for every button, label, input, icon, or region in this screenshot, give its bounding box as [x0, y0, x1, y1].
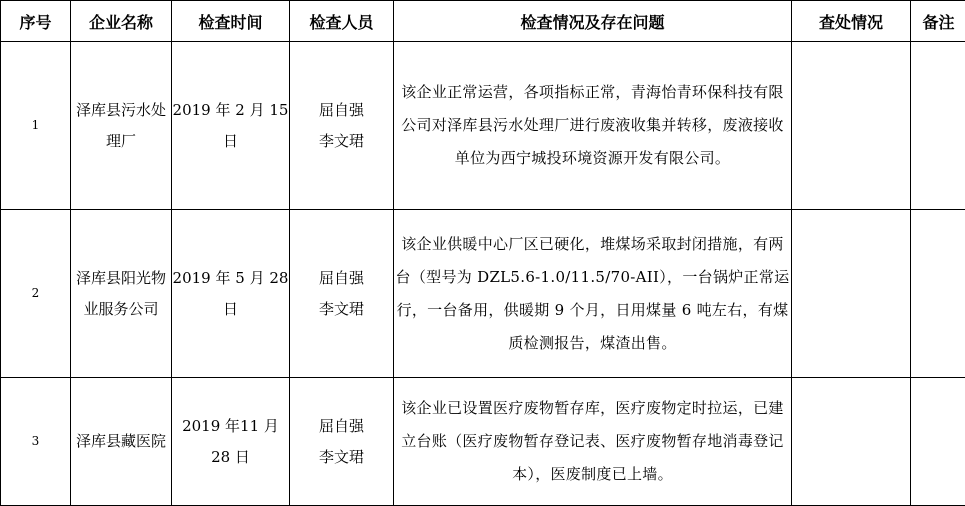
handling-cell	[792, 378, 911, 506]
inspector-name: 李文珺	[290, 442, 393, 473]
row-index: 2	[1, 210, 71, 378]
header-date: 检查时间	[172, 1, 290, 42]
handling-cell	[792, 210, 911, 378]
company-name: 泽库县藏医院	[71, 378, 172, 506]
header-findings: 检查情况及存在问题	[394, 1, 792, 42]
company-name: 泽库县阳光物业服务公司	[71, 210, 172, 378]
findings-text: 该企业已设置医疗废物暂存库，医疗废物定时拉运，已建立台账（医疗废物暂存登记表、医疗废物暂存地消毒登记本），医废制度已上墙。	[394, 378, 792, 506]
findings-text: 该企业供暖中心厂区已硬化，堆煤场采取封闭措施，有两台（型号为 DZL5.6-1.0/11.5/70-AII），一台锅炉正常运行，一台备用，供暖期 9 个月，日用煤量 6 吨左右，有煤质检测报告，煤渣出售。	[394, 210, 792, 378]
row-index: 1	[1, 42, 71, 210]
inspector-name: 李文珺	[290, 294, 393, 325]
header-company: 企业名称	[71, 1, 172, 42]
header-inspectors: 检查人员	[290, 1, 394, 42]
notes-cell	[911, 42, 965, 210]
table-row	[1, 210, 965, 378]
header-handling: 查处情况	[792, 1, 911, 42]
table-row	[1, 42, 965, 210]
header-index: 序号	[1, 1, 71, 42]
row-index: 3	[1, 378, 71, 506]
inspector-name: 屈自强	[290, 95, 393, 126]
table-row	[1, 378, 965, 506]
inspectors-cell	[290, 210, 394, 378]
handling-cell	[792, 42, 911, 210]
company-name: 泽库县污水处理厂	[71, 42, 172, 210]
inspector-name: 屈自强	[290, 263, 393, 294]
inspector-name: 李文珺	[290, 126, 393, 157]
notes-cell	[911, 210, 965, 378]
inspection-date: 2019 年11 月 28 日	[172, 378, 290, 506]
header-row	[1, 1, 965, 42]
header-notes: 备注	[911, 1, 965, 42]
inspector-name: 屈自强	[290, 411, 393, 442]
inspectors-cell	[290, 42, 394, 210]
findings-text: 该企业正常运营，各项指标正常，青海怡青环保科技有限公司对泽库县污水处理厂进行废液收集并转移，废液接收单位为西宁城投环境资源开发有限公司。	[394, 42, 792, 210]
inspection-date: 2019 年 5 月 28 日	[172, 210, 290, 378]
inspectors-cell	[290, 378, 394, 506]
inspection-date: 2019 年 2 月 15 日	[172, 42, 290, 210]
notes-cell	[911, 378, 965, 506]
